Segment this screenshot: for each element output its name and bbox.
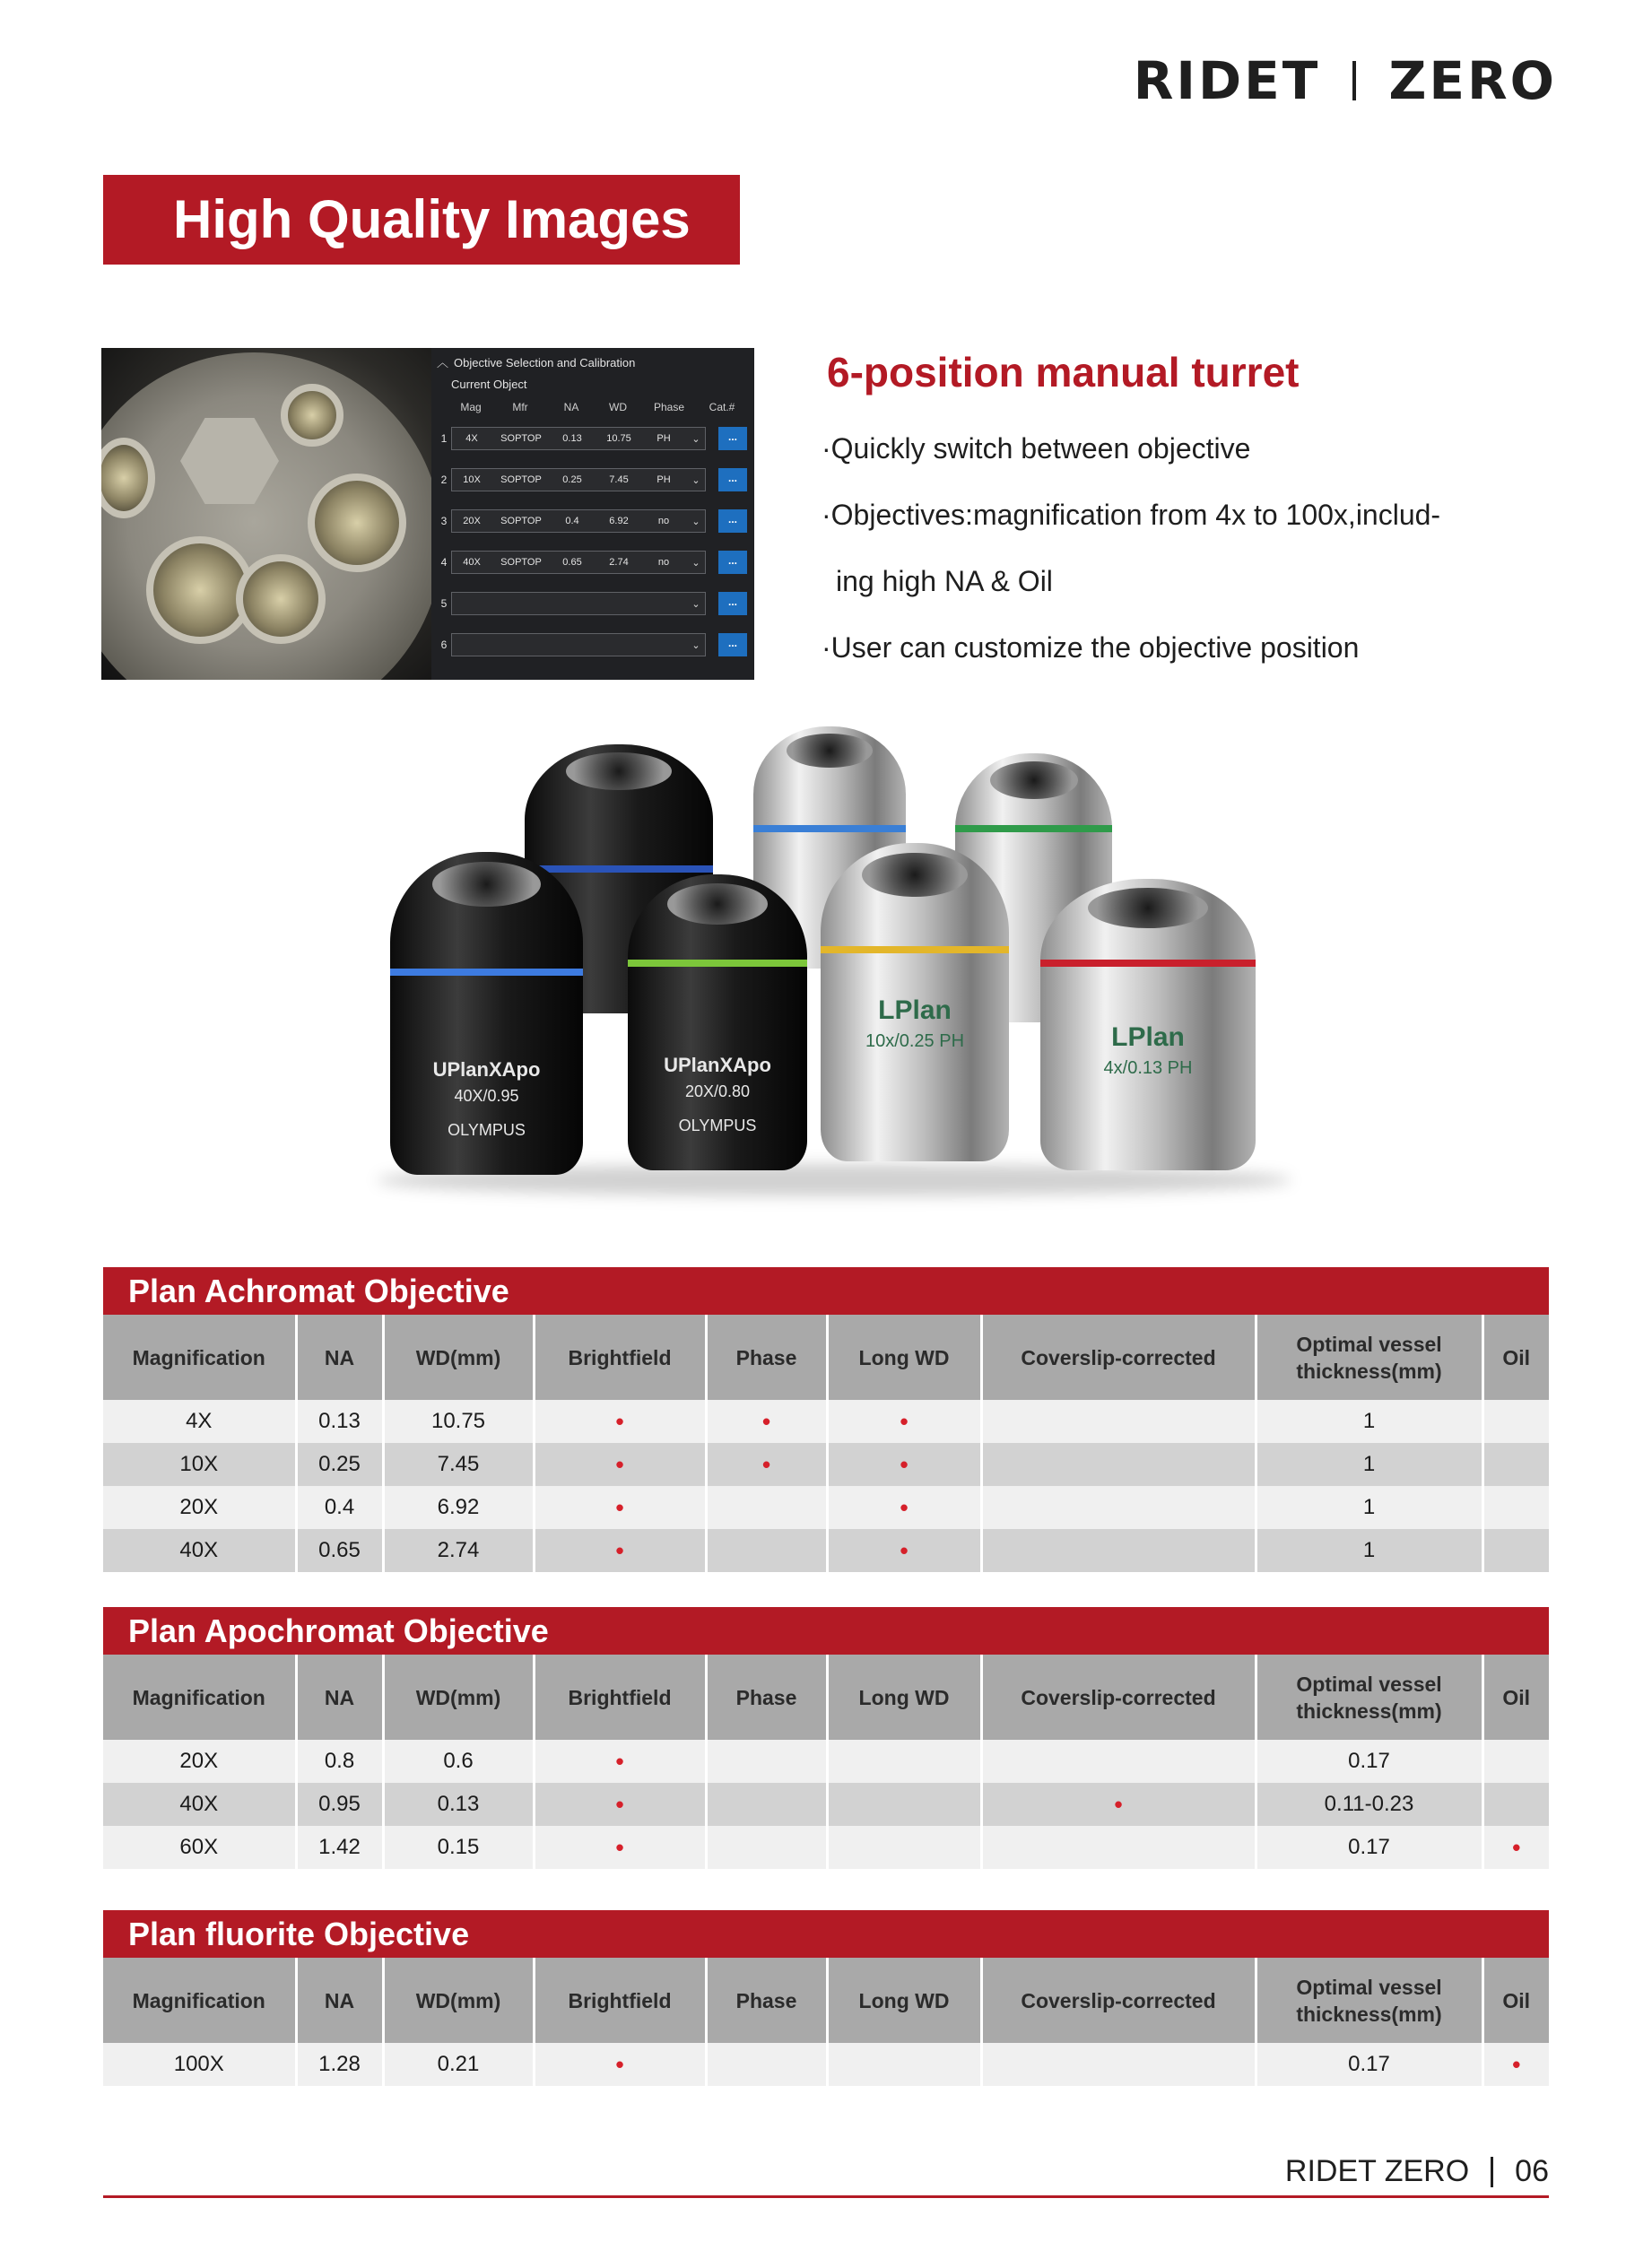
check-dot-icon: • xyxy=(615,1450,624,1478)
calibrate-button[interactable]: ... xyxy=(718,633,747,656)
panel-subtitle: Current Object xyxy=(451,378,527,391)
table-plan-apochromat xyxy=(103,1607,1549,1869)
footer-line xyxy=(103,2195,1549,2198)
objective-lens xyxy=(821,843,1009,1161)
chevron-down-icon[interactable]: ⌄ xyxy=(691,474,700,486)
check-dot-icon: • xyxy=(615,1407,624,1435)
header-vessel-thickness: Optimal vessel thickness(mm) xyxy=(1256,1315,1482,1400)
cell-long-wd xyxy=(827,1486,981,1529)
cell-phase xyxy=(706,1400,827,1443)
cell-na: 1.28 xyxy=(296,2043,383,2086)
header-na: NA xyxy=(296,1315,383,1400)
header-brightfield: Brightfield xyxy=(534,1655,706,1740)
cell-brightfield xyxy=(534,1400,706,1443)
cell-wd: 6.92 xyxy=(383,1486,534,1529)
slot-index: 5 xyxy=(440,597,448,610)
lens-tip xyxy=(990,761,1078,799)
cell-wd: 0.6 xyxy=(383,1740,534,1783)
col-wd: WD xyxy=(609,401,627,413)
page-number: 06 xyxy=(1515,2154,1549,2188)
table-row xyxy=(103,1486,1549,1529)
slot-mfr: SOPTOP xyxy=(500,433,542,444)
lens-label: UPlanXApo xyxy=(664,1054,771,1076)
lens-spec: 40X/0.95 xyxy=(454,1087,519,1105)
section-banner: High Quality Images xyxy=(103,175,740,265)
header-brightfield: Brightfield xyxy=(534,1958,706,2043)
lens-ring xyxy=(955,825,1112,832)
lens-spec: 4x/0.13 PH xyxy=(1103,1058,1193,1078)
col-cat: Cat.# xyxy=(709,401,735,413)
table-row xyxy=(103,1443,1549,1486)
lens-ring xyxy=(628,960,807,967)
check-dot-icon: • xyxy=(1114,1790,1123,1818)
cell-magnification: 40X xyxy=(103,1529,296,1572)
slot-phase: no xyxy=(657,516,670,526)
table-plan-achromat xyxy=(103,1267,1549,1572)
cell-na: 0.95 xyxy=(296,1783,383,1826)
slot-index: 3 xyxy=(440,515,448,527)
objective-select[interactable] xyxy=(451,427,706,450)
objective-slot xyxy=(437,583,754,624)
objective-slot xyxy=(437,542,754,583)
lens-tip xyxy=(432,862,540,907)
lens-label: LPlan xyxy=(878,995,952,1025)
chevron-down-icon[interactable]: ⌄ xyxy=(691,433,700,445)
table-row xyxy=(103,1400,1549,1443)
cell-wd: 2.74 xyxy=(383,1529,534,1572)
table-title: Plan Apochromat Objective xyxy=(103,1607,1549,1655)
slot-wd: 2.74 xyxy=(609,557,629,568)
turret-hole xyxy=(281,384,343,447)
slot-phase: PH xyxy=(656,474,671,485)
cell-long-wd xyxy=(827,1443,981,1486)
table-row xyxy=(103,1826,1549,1869)
header-coverslip-corrected: Coverslip-corrected xyxy=(981,1958,1256,2043)
slot-index: 6 xyxy=(440,639,448,651)
table-header-row xyxy=(103,1315,1549,1400)
table-title: Plan fluorite Objective xyxy=(103,1910,1549,1958)
check-dot-icon: • xyxy=(615,1536,624,1564)
cell-long-wd xyxy=(827,1826,981,1869)
table-row xyxy=(103,1740,1549,1783)
cell-coverslip-corrected xyxy=(981,1400,1256,1443)
page-footer xyxy=(1285,2154,1549,2189)
objective-select[interactable] xyxy=(451,551,706,574)
cell-oil xyxy=(1482,2043,1549,2086)
objective-select[interactable] xyxy=(451,509,706,533)
cell-phase xyxy=(706,1443,827,1486)
slot-index: 1 xyxy=(440,432,448,445)
objectives-photo xyxy=(359,717,1309,1202)
lens-brand: OLYMPUS xyxy=(678,1117,757,1134)
header-vessel-thickness: Optimal vessel thickness(mm) xyxy=(1256,1958,1482,2043)
table-row xyxy=(103,2043,1549,2086)
lens-ring xyxy=(390,969,583,976)
feature-line: ·User can customize the objective position xyxy=(822,631,1360,664)
check-dot-icon: • xyxy=(900,1536,909,1564)
chevron-down-icon[interactable]: ⌄ xyxy=(691,516,700,527)
cell-magnification: 100X xyxy=(103,2043,296,2086)
header-oil: Oil xyxy=(1482,1315,1549,1400)
objective-slot xyxy=(437,624,754,665)
cell-wd: 0.21 xyxy=(383,2043,534,2086)
cell-oil xyxy=(1482,1740,1549,1783)
cell-na: 0.8 xyxy=(296,1740,383,1783)
header-wd: WD(mm) xyxy=(383,1655,534,1740)
header-magnification: Magnification xyxy=(103,1315,296,1400)
cell-wd: 0.13 xyxy=(383,1783,534,1826)
table-row xyxy=(103,1529,1549,1572)
cell-vessel-thickness: 0.11-0.23 xyxy=(1256,1783,1482,1826)
table-header-row xyxy=(103,1655,1549,1740)
cell-vessel-thickness: 1 xyxy=(1256,1529,1482,1572)
check-dot-icon: • xyxy=(900,1450,909,1478)
header-wd: WD(mm) xyxy=(383,1958,534,2043)
cell-na: 0.25 xyxy=(296,1443,383,1486)
lens-tip xyxy=(862,853,968,898)
slot-phase: no xyxy=(657,557,670,568)
objective-panel xyxy=(431,348,754,680)
turret-title: 6-position manual turret xyxy=(827,349,1300,395)
check-dot-icon: • xyxy=(615,1493,624,1521)
lens-tip xyxy=(1088,888,1208,929)
cell-coverslip-corrected xyxy=(981,1826,1256,1869)
objective-select[interactable] xyxy=(451,468,706,491)
cell-vessel-thickness: 0.17 xyxy=(1256,1826,1482,1869)
col-mag: Mag xyxy=(460,401,482,413)
header-na: NA xyxy=(296,1655,383,1740)
cell-magnification: 20X xyxy=(103,1486,296,1529)
cell-coverslip-corrected xyxy=(981,1783,1256,1826)
slot-mfr: SOPTOP xyxy=(500,557,542,568)
chevron-down-icon[interactable]: ⌄ xyxy=(691,557,700,569)
header-coverslip-corrected: Coverslip-corrected xyxy=(981,1655,1256,1740)
slot-mag: 40X xyxy=(463,557,481,568)
cell-vessel-thickness: 1 xyxy=(1256,1486,1482,1529)
cell-oil xyxy=(1482,1443,1549,1486)
header-vessel-thickness: Optimal vessel thickness(mm) xyxy=(1256,1655,1482,1740)
slot-mfr: SOPTOP xyxy=(500,474,542,485)
spec-table xyxy=(103,1315,1549,1572)
panel-header[interactable] xyxy=(437,353,754,373)
cell-long-wd xyxy=(827,1400,981,1443)
check-dot-icon: • xyxy=(615,1747,624,1775)
brand-left: RIDET xyxy=(1133,50,1321,111)
cell-oil xyxy=(1482,1826,1549,1869)
feature-line: ·Objectives:magnification from 4x to 100x,includ- xyxy=(822,499,1441,531)
chevron-down-icon[interactable]: ⌄ xyxy=(691,639,700,651)
lens-tip xyxy=(787,734,872,768)
lens-ring xyxy=(821,946,1009,953)
slot-na: 0.4 xyxy=(565,516,579,526)
check-dot-icon: • xyxy=(900,1493,909,1521)
cell-brightfield xyxy=(534,1826,706,1869)
lens-label: UPlanXApo xyxy=(432,1058,541,1081)
slot-na: 0.65 xyxy=(562,557,582,568)
cell-brightfield xyxy=(534,1529,706,1572)
header-long-wd: Long WD xyxy=(827,1958,981,2043)
cell-brightfield xyxy=(534,1783,706,1826)
panel-title: Objective Selection and Calibration xyxy=(454,356,636,369)
cell-coverslip-corrected xyxy=(981,2043,1256,2086)
slot-mfr: SOPTOP xyxy=(500,516,542,526)
check-dot-icon: • xyxy=(615,1790,624,1818)
lens-brand: OLYMPUS xyxy=(448,1121,526,1139)
cell-vessel-thickness: 1 xyxy=(1256,1400,1482,1443)
objective-select[interactable] xyxy=(451,633,706,656)
spec-table xyxy=(103,1958,1549,2086)
slot-index: 4 xyxy=(440,556,448,569)
cell-coverslip-corrected xyxy=(981,1443,1256,1486)
cell-oil xyxy=(1482,1529,1549,1572)
header-oil: Oil xyxy=(1482,1655,1549,1740)
cell-magnification: 4X xyxy=(103,1400,296,1443)
lens-tip xyxy=(667,883,768,925)
objective-slot xyxy=(437,418,754,459)
slot-wd: 6.92 xyxy=(609,516,629,526)
cell-vessel-thickness: 0.17 xyxy=(1256,1740,1482,1783)
header-na: NA xyxy=(296,1958,383,2043)
cell-na: 0.65 xyxy=(296,1529,383,1572)
header-magnification: Magnification xyxy=(103,1958,296,2043)
cell-vessel-thickness: 1 xyxy=(1256,1443,1482,1486)
lens-spec: 10x/0.25 PH xyxy=(865,1031,965,1051)
footer-brand: RIDET ZERO xyxy=(1284,2154,1470,2188)
col-phase: Phase xyxy=(653,401,685,413)
chevron-up-icon[interactable]: ︿ xyxy=(437,356,449,369)
header-long-wd: Long WD xyxy=(827,1655,981,1740)
cell-wd: 7.45 xyxy=(383,1443,534,1486)
turret-photo xyxy=(101,348,431,680)
spec-table xyxy=(103,1655,1549,1869)
objective-slot xyxy=(437,459,754,500)
cell-phase xyxy=(706,1529,827,1572)
feature-line: ing high NA & Oil xyxy=(836,565,1053,597)
calibrate-button[interactable]: ... xyxy=(718,592,747,615)
calibrate-button[interactable]: ... xyxy=(718,551,747,574)
cell-oil xyxy=(1482,1486,1549,1529)
calibrate-button[interactable]: ... xyxy=(718,427,747,450)
table-plan-fluorite xyxy=(103,1910,1549,2086)
objective-slot xyxy=(437,500,754,542)
objective-lens xyxy=(1040,879,1256,1170)
cell-brightfield xyxy=(534,1740,706,1783)
col-mfr: Mfr xyxy=(512,401,528,413)
cell-na: 1.42 xyxy=(296,1826,383,1869)
check-dot-icon: • xyxy=(900,1407,909,1435)
check-dot-icon: • xyxy=(761,1407,771,1435)
cell-long-wd xyxy=(827,1529,981,1572)
header-oil: Oil xyxy=(1482,1958,1549,2043)
cell-oil xyxy=(1482,1783,1549,1826)
col-na: NA xyxy=(563,401,579,413)
table-title: Plan Achromat Objective xyxy=(103,1267,1549,1315)
header-phase: Phase xyxy=(706,1315,827,1400)
brand-right: ZERO xyxy=(1388,50,1557,111)
cell-magnification: 10X xyxy=(103,1443,296,1486)
slot-mag: 4X xyxy=(465,433,478,444)
header-coverslip-corrected: Coverslip-corrected xyxy=(981,1315,1256,1400)
turret-hole xyxy=(308,474,406,572)
turret-hole xyxy=(236,554,326,644)
lens-ring xyxy=(1040,960,1256,967)
cell-oil xyxy=(1482,1400,1549,1443)
objective-select[interactable] xyxy=(451,592,706,615)
slot-na: 0.25 xyxy=(562,474,582,485)
slot-na: 0.13 xyxy=(562,433,582,444)
cell-phase xyxy=(706,1826,827,1869)
cell-coverslip-corrected xyxy=(981,1529,1256,1572)
cell-wd: 10.75 xyxy=(383,1400,534,1443)
cell-brightfield xyxy=(534,2043,706,2086)
cell-wd: 0.15 xyxy=(383,1826,534,1869)
header-magnification: Magnification xyxy=(103,1655,296,1740)
cell-brightfield xyxy=(534,1486,706,1529)
table-row xyxy=(103,1783,1549,1826)
cell-phase xyxy=(706,1486,827,1529)
cell-phase xyxy=(706,1740,827,1783)
check-dot-icon: • xyxy=(761,1450,771,1478)
slot-index: 2 xyxy=(440,474,448,486)
lens-ring xyxy=(525,865,713,873)
cell-long-wd xyxy=(827,1740,981,1783)
cell-na: 0.4 xyxy=(296,1486,383,1529)
slot-mag: 10X xyxy=(463,474,481,485)
header-long-wd: Long WD xyxy=(827,1315,981,1400)
cell-coverslip-corrected xyxy=(981,1486,1256,1529)
check-dot-icon: • xyxy=(1512,1833,1521,1861)
feature-line: ·Quickly switch between objective xyxy=(822,432,1251,465)
header-phase: Phase xyxy=(706,1655,827,1740)
table-header-row xyxy=(103,1958,1549,2043)
check-dot-icon: • xyxy=(1512,2050,1521,2078)
cell-long-wd xyxy=(827,2043,981,2086)
brand-logo xyxy=(1134,50,1557,111)
objective-lens xyxy=(390,852,583,1175)
lens-ring xyxy=(753,825,906,832)
lens-label: LPlan xyxy=(1111,1022,1185,1052)
header-brightfield: Brightfield xyxy=(534,1315,706,1400)
header-phase: Phase xyxy=(706,1958,827,2043)
slot-wd: 7.45 xyxy=(609,474,629,485)
lens-tip xyxy=(566,752,672,790)
calibrate-button[interactable]: ... xyxy=(718,468,747,491)
panel-column-headers xyxy=(437,396,754,418)
cell-vessel-thickness: 0.17 xyxy=(1256,2043,1482,2086)
chevron-down-icon[interactable]: ⌄ xyxy=(691,598,700,610)
cell-phase xyxy=(706,2043,827,2086)
cell-magnification: 40X xyxy=(103,1783,296,1826)
brand-separator xyxy=(1352,61,1356,100)
cell-magnification: 60X xyxy=(103,1826,296,1869)
cell-long-wd xyxy=(827,1783,981,1826)
cell-coverslip-corrected xyxy=(981,1740,1256,1783)
cell-magnification: 20X xyxy=(103,1740,296,1783)
cell-brightfield xyxy=(534,1443,706,1486)
footer-separator xyxy=(1491,2157,1493,2187)
turret-screenshot xyxy=(101,348,754,680)
slot-mag: 20X xyxy=(463,516,481,526)
check-dot-icon: • xyxy=(615,2050,624,2078)
header-wd: WD(mm) xyxy=(383,1315,534,1400)
objective-lens xyxy=(628,874,807,1170)
slot-wd: 10.75 xyxy=(606,433,631,444)
check-dot-icon: • xyxy=(615,1833,624,1861)
slot-phase: PH xyxy=(656,433,671,444)
calibrate-button[interactable]: ... xyxy=(718,509,747,533)
lens-spec: 20X/0.80 xyxy=(684,1082,751,1100)
cell-na: 0.13 xyxy=(296,1400,383,1443)
cell-phase xyxy=(706,1783,827,1826)
